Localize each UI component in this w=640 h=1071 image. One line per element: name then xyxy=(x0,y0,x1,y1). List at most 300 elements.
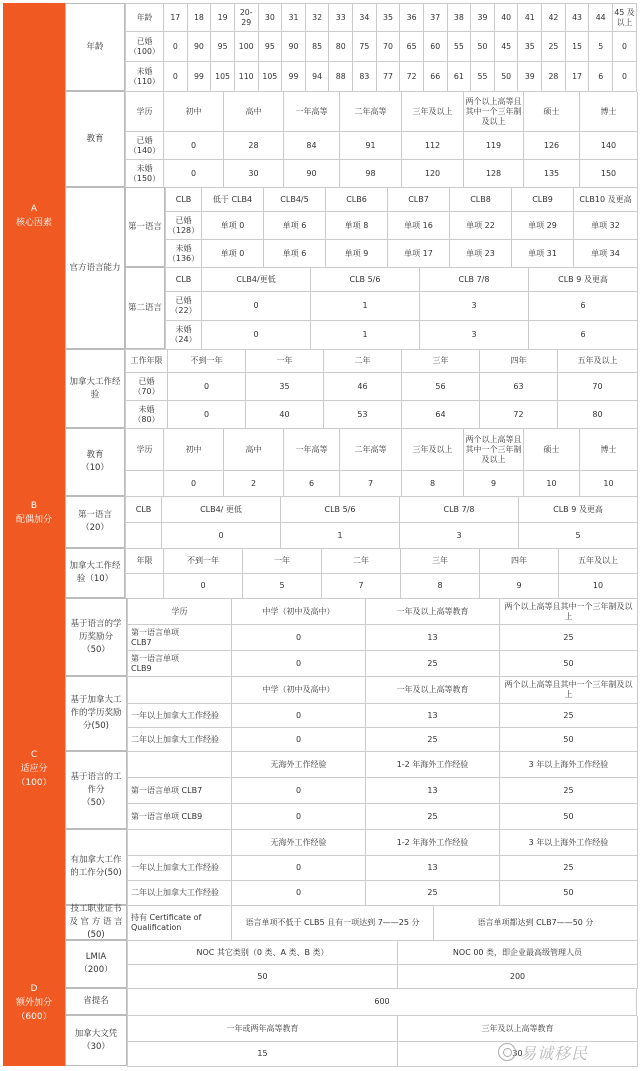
provincial-nomination-grid xyxy=(127,988,637,1016)
value-cell: 0 xyxy=(202,292,311,321)
header-cell: CLB xyxy=(166,268,202,292)
header-cell: 年龄 xyxy=(126,4,164,32)
value-cell: 99 xyxy=(282,62,306,92)
value-cell: 0 xyxy=(232,856,366,881)
value-cell: 7 xyxy=(340,471,402,497)
value-cell: 25 xyxy=(366,804,500,830)
value-cell: 90 xyxy=(282,32,306,62)
value-cell: 0 xyxy=(162,523,281,549)
header-cell: 43 xyxy=(566,4,590,32)
header-cell xyxy=(128,752,232,778)
lmia-label: LMIA （200） xyxy=(65,940,127,988)
canadian-work-bonus-label: 有加拿大工作 的工作分(50) xyxy=(65,829,127,905)
value-cell: 91 xyxy=(340,132,402,160)
value-cell: 50 xyxy=(500,728,638,752)
value-cell: 3 xyxy=(400,523,519,549)
value-cell: 50 xyxy=(495,62,519,92)
second-language-label: 第二语言 xyxy=(125,267,165,349)
value-cell: 39 xyxy=(518,62,542,92)
value-cell: 1 xyxy=(311,321,420,350)
canadian-work-grid xyxy=(125,349,637,429)
value-cell: 13 xyxy=(366,856,500,881)
header-cell xyxy=(128,830,232,856)
value-cell: 65 xyxy=(400,32,424,62)
header-cell: 40 xyxy=(495,4,519,32)
value-cell: 0 xyxy=(232,651,366,677)
header-cell: 32 xyxy=(306,4,330,32)
value-cell: 单项 0 xyxy=(202,240,264,268)
value-cell: 98 xyxy=(340,160,402,188)
spouse-work-grid xyxy=(125,548,637,599)
value-cell: 25 xyxy=(366,881,500,906)
section-c-points: （100） xyxy=(16,778,52,788)
value-cell: 99 xyxy=(188,62,212,92)
score-table xyxy=(3,3,637,1066)
header-cell: 二年高等 xyxy=(340,92,402,132)
header-cell: 44 xyxy=(589,4,613,32)
section-d-title: 额外加分 xyxy=(15,998,52,1008)
section-a-title: 核心因素 xyxy=(15,217,52,228)
header-cell: 二年高等 xyxy=(340,429,402,471)
value-cell: 77 xyxy=(377,62,401,92)
header-cell: CLB6 xyxy=(326,188,388,212)
header-cell: CLB 5/6 xyxy=(281,497,400,523)
row-label-cell: 已婚 （128） xyxy=(166,212,202,240)
value-cell: 单项 22 xyxy=(450,212,512,240)
section-b-letter: B xyxy=(30,501,38,511)
header-cell: 不到一年 xyxy=(164,549,243,574)
header-cell: 二年 xyxy=(322,549,401,574)
row-label-cell: 未婚 （24） xyxy=(166,321,202,350)
header-cell: 一年高等 xyxy=(284,92,340,132)
header-cell: 低于 CLB4 xyxy=(202,188,264,212)
header-cell: 两个以上高等且 其中一个三年制 及以上 xyxy=(464,429,524,471)
canadian-work-label: 加拿大工作经验 xyxy=(65,349,125,428)
education-label: 教育 xyxy=(65,91,125,187)
value-cell: 50 xyxy=(500,881,638,906)
value-cell: 30 xyxy=(224,160,284,188)
trade-cert-grid xyxy=(127,905,637,941)
value-cell: 13 xyxy=(366,778,500,804)
header-cell: 初中 xyxy=(164,92,224,132)
row-label-cell xyxy=(126,471,164,497)
header-cell: 五年及以上 xyxy=(558,350,638,373)
row-label-cell: 未婚 （136） xyxy=(166,240,202,268)
header-cell: CLB4/ 更低 xyxy=(162,497,281,523)
value-cell: 语言单项都达到 CLB7——50 分 xyxy=(434,906,638,941)
value-cell: 10 xyxy=(559,574,638,599)
provincial-nomination-value: 600 xyxy=(128,989,637,1016)
value-cell: 90 xyxy=(284,160,340,188)
value-cell: 63 xyxy=(480,373,558,401)
header-cell: 三年 xyxy=(401,549,480,574)
spouse-language-label: 第一语言 （20） xyxy=(65,496,125,548)
spouse-education-label: 教育 （10） xyxy=(65,428,125,496)
header-cell: 35 xyxy=(377,4,401,32)
official-language-label: 官方语言能力 xyxy=(65,187,125,349)
value-cell: 25 xyxy=(500,625,638,651)
row-label-cell: 一年以上加拿大工作经验 xyxy=(128,856,232,881)
value-cell: 70 xyxy=(558,373,638,401)
header-cell: 30 xyxy=(259,4,283,32)
header-cell: CLB10 及更高 xyxy=(574,188,638,212)
value-cell: 112 xyxy=(402,132,464,160)
value-cell: 83 xyxy=(353,62,377,92)
row-label-cell: 未婚 （110） xyxy=(126,62,164,92)
value-cell: 80 xyxy=(329,32,353,62)
value-cell: 25 xyxy=(542,32,566,62)
header-cell: 高中 xyxy=(224,92,284,132)
value-cell: 9 xyxy=(464,471,524,497)
row-label-cell: 已婚 （22） xyxy=(166,292,202,321)
spouse-language-grid xyxy=(125,496,637,549)
section-d xyxy=(3,940,65,1066)
value-cell: 单项 6 xyxy=(264,240,326,268)
header-cell: CLB 7/8 xyxy=(420,268,529,292)
header-cell: 34 xyxy=(353,4,377,32)
value-cell: 100 xyxy=(235,32,259,62)
value-cell: 105 xyxy=(259,62,283,92)
value-cell: 61 xyxy=(448,62,472,92)
value-cell: 25 xyxy=(500,704,638,728)
value-cell: 72 xyxy=(400,62,424,92)
section-a-letter: A xyxy=(30,203,38,214)
value-cell: 75 xyxy=(353,32,377,62)
value-cell: 5 xyxy=(589,32,613,62)
value-cell: 6 xyxy=(529,321,638,350)
header-cell: 中学（初中及高中） xyxy=(232,599,366,625)
value-cell: 50 xyxy=(500,804,638,830)
work-edu-bonus-grid xyxy=(127,676,637,752)
value-cell: 0 xyxy=(164,62,188,92)
row-label-cell: 已婚 （100） xyxy=(126,32,164,62)
lang-edu-bonus-label: 基于语言的学 历奖励分 （50） xyxy=(65,598,127,676)
header-cell: CLB7 xyxy=(388,188,450,212)
header-cell: 一年及以上高等教育 xyxy=(366,599,500,625)
header-cell: 36 xyxy=(400,4,424,32)
value-cell: 200 xyxy=(398,965,638,989)
header-cell: 博士 xyxy=(580,429,638,471)
value-cell: 单项 0 xyxy=(202,212,264,240)
value-cell: 13 xyxy=(366,704,500,728)
header-cell: 42 xyxy=(542,4,566,32)
header-cell: 1-2 年海外工作经验 xyxy=(366,830,500,856)
value-cell: 94 xyxy=(306,62,330,92)
value-cell: 80 xyxy=(558,401,638,429)
section-b xyxy=(3,428,65,598)
value-cell: 120 xyxy=(402,160,464,188)
lang-work-bonus-label: 基于语言的工 作分 （50） xyxy=(65,751,127,829)
value-cell: 126 xyxy=(524,132,580,160)
lmia-grid xyxy=(127,940,637,989)
row-label-cell: 一年以上加拿大工作经验 xyxy=(128,704,232,728)
value-cell: 35 xyxy=(518,32,542,62)
row-label-cell: 第一语言单项 CLB7 xyxy=(128,778,232,804)
section-b-title: 配偶加分 xyxy=(15,515,52,525)
header-cell: 38 xyxy=(448,4,472,32)
header-cell: 五年及以上 xyxy=(559,549,638,574)
value-cell: 9 xyxy=(480,574,559,599)
value-cell: 0 xyxy=(613,62,637,92)
spouse-education-grid xyxy=(125,428,637,497)
value-cell: 28 xyxy=(542,62,566,92)
spouse-work-label: 加拿大工作经 验（10） xyxy=(65,548,125,598)
first-language-grid xyxy=(165,187,637,268)
value-cell: 语言单项不低于 CLB5 且有一项达到 7——25 分 xyxy=(232,906,434,941)
header-cell: 无海外工作经验 xyxy=(232,752,366,778)
header-cell: 三年及以上 xyxy=(402,92,464,132)
section-c xyxy=(3,598,65,940)
value-cell: 95 xyxy=(259,32,283,62)
second-language-grid xyxy=(165,267,637,350)
header-cell: 两个以上高等且其中一个三年制及以 上 xyxy=(500,599,638,625)
header-cell: 18 xyxy=(188,4,212,32)
row-label-cell xyxy=(126,574,164,599)
lang-edu-bonus-grid xyxy=(127,598,637,677)
value-cell: 119 xyxy=(464,132,524,160)
value-cell: 0 xyxy=(168,373,246,401)
value-cell: 72 xyxy=(480,401,558,429)
header-cell: 初中 xyxy=(164,429,224,471)
row-label-cell: 已婚 （70） xyxy=(126,373,168,401)
value-cell: 持有 Certificate of Qualification xyxy=(128,906,232,941)
value-cell: 46 xyxy=(324,373,402,401)
value-cell: 105 xyxy=(211,62,235,92)
header-cell: 1-2 年海外工作经验 xyxy=(366,752,500,778)
age-label: 年龄 xyxy=(65,3,125,91)
header-cell: CLB 5/6 xyxy=(311,268,420,292)
value-cell: 30 xyxy=(398,1042,638,1067)
value-cell: 25 xyxy=(500,778,638,804)
value-cell: 6 xyxy=(284,471,340,497)
header-cell: CLB8 xyxy=(450,188,512,212)
row-label-cell: 第一语言单项 CLB9 xyxy=(128,804,232,830)
header-cell: 一年 xyxy=(243,549,322,574)
header-cell: 博士 xyxy=(580,92,638,132)
value-cell: 2 xyxy=(224,471,284,497)
value-cell: 3 xyxy=(420,321,529,350)
header-cell: CLB 7/8 xyxy=(400,497,519,523)
value-cell: 单项 34 xyxy=(574,240,638,268)
value-cell: 50 xyxy=(500,651,638,677)
value-cell: 单项 9 xyxy=(326,240,388,268)
canadian-diploma-label: 加拿大文凭 （30） xyxy=(65,1015,127,1066)
value-cell: 1 xyxy=(311,292,420,321)
row-label-cell: 二年以上加拿大工作经验 xyxy=(128,881,232,906)
value-cell: 40 xyxy=(246,401,324,429)
header-cell: 19 xyxy=(211,4,235,32)
row-label-cell: 50 xyxy=(128,965,398,989)
header-cell: 一年及以上高等教育 xyxy=(366,677,500,704)
section-c-title: 适应分 xyxy=(20,764,48,774)
header-cell: 年限 xyxy=(126,549,164,574)
header-cell: CLB9 xyxy=(512,188,574,212)
row-label-cell: 第一语言单项 CLB7 xyxy=(128,625,232,651)
value-cell: 单项 6 xyxy=(264,212,326,240)
section-c-letter: C xyxy=(30,750,38,760)
header-cell: 39 xyxy=(471,4,495,32)
header-cell: 一年或两年高等教育 xyxy=(128,1016,398,1042)
age-grid xyxy=(125,3,637,92)
value-cell: 0 xyxy=(232,704,366,728)
header-cell: 两个以上高等且其中一个三年制及以 上 xyxy=(500,677,638,704)
value-cell: 85 xyxy=(306,32,330,62)
first-language-label: 第一语言 xyxy=(125,187,165,267)
value-cell: 0 xyxy=(164,574,243,599)
header-cell: 高中 xyxy=(224,429,284,471)
lang-work-bonus-grid xyxy=(127,751,637,830)
value-cell: 25 xyxy=(366,651,500,677)
value-cell: 95 xyxy=(211,32,235,62)
value-cell: 单项 16 xyxy=(388,212,450,240)
header-cell: CLB xyxy=(126,497,162,523)
value-cell: 28 xyxy=(224,132,284,160)
value-cell: 140 xyxy=(580,132,638,160)
header-cell: 学历 xyxy=(128,599,232,625)
header-cell: 45 及 以上 xyxy=(613,4,637,32)
value-cell: 0 xyxy=(164,471,224,497)
value-cell: 0 xyxy=(164,160,224,188)
row-label-cell: 15 xyxy=(128,1042,398,1067)
row-label-cell: 未婚 （150） xyxy=(126,160,164,188)
header-cell: 两个以上高等且 其中一个三年制 及以上 xyxy=(464,92,524,132)
value-cell: 55 xyxy=(471,62,495,92)
value-cell: 6 xyxy=(589,62,613,92)
value-cell: 单项 29 xyxy=(512,212,574,240)
value-cell: 60 xyxy=(424,32,448,62)
provincial-nomination-label: 省提名 xyxy=(65,988,127,1015)
section-d-letter: D xyxy=(30,984,38,994)
value-cell: 10 xyxy=(524,471,580,497)
header-cell: 三年及以上 xyxy=(402,429,464,471)
header-cell: NOC 其它类别（0 类、A 类、B 类） xyxy=(128,941,398,965)
value-cell: 56 xyxy=(402,373,480,401)
header-cell: 3 年以上海外工作经验 xyxy=(500,830,638,856)
value-cell: 10 xyxy=(580,471,638,497)
value-cell: 3 xyxy=(420,292,529,321)
header-cell: 33 xyxy=(329,4,353,32)
canadian-work-bonus-grid xyxy=(127,829,637,906)
value-cell: 70 xyxy=(377,32,401,62)
header-cell: CLB4/更低 xyxy=(202,268,311,292)
header-cell: 硕士 xyxy=(524,92,580,132)
header-cell: 工作年限 xyxy=(126,350,168,373)
row-label-cell xyxy=(126,523,162,549)
header-cell: 20-29 xyxy=(235,4,259,32)
value-cell: 0 xyxy=(164,32,188,62)
value-cell: 25 xyxy=(500,856,638,881)
header-cell: CLB 9 及更高 xyxy=(519,497,638,523)
value-cell: 1 xyxy=(281,523,400,549)
trade-cert-label: 技工职业证书 及 官 方 语 言 (50) xyxy=(65,905,127,940)
section-d-points: （600） xyxy=(16,1012,52,1022)
value-cell: 0 xyxy=(164,132,224,160)
value-cell: 150 xyxy=(580,160,638,188)
header-cell: 三年 xyxy=(402,350,480,373)
work-edu-bonus-label: 基于加拿大工 作的学历奖励 分(50) xyxy=(65,676,127,751)
header-cell: 不到一年 xyxy=(168,350,246,373)
value-cell: 0 xyxy=(202,321,311,350)
value-cell: 8 xyxy=(402,471,464,497)
value-cell: 50 xyxy=(471,32,495,62)
value-cell: 单项 31 xyxy=(512,240,574,268)
value-cell: 单项 32 xyxy=(574,212,638,240)
value-cell: 15 xyxy=(566,32,590,62)
watermark xyxy=(498,1040,638,1064)
value-cell: 13 xyxy=(366,625,500,651)
header-cell: 3 年以上海外工作经验 xyxy=(500,752,638,778)
value-cell: 55 xyxy=(448,32,472,62)
education-grid xyxy=(125,91,637,188)
value-cell: 45 xyxy=(495,32,519,62)
value-cell: 5 xyxy=(519,523,638,549)
value-cell: 6 xyxy=(529,292,638,321)
section-a xyxy=(3,3,65,428)
header-cell: 二年 xyxy=(324,350,402,373)
header-cell: 学历 xyxy=(126,92,164,132)
value-cell: 128 xyxy=(464,160,524,188)
value-cell: 0 xyxy=(232,728,366,752)
header-cell: 无海外工作经验 xyxy=(232,830,366,856)
row-label-cell: 二年以上加拿大工作经验 xyxy=(128,728,232,752)
header-cell: 中学（初中及高中） xyxy=(232,677,366,704)
value-cell: 84 xyxy=(284,132,340,160)
value-cell: 0 xyxy=(232,804,366,830)
value-cell: 5 xyxy=(243,574,322,599)
header-cell: 37 xyxy=(424,4,448,32)
header-cell: CLB xyxy=(166,188,202,212)
wechat-icon xyxy=(498,1043,516,1061)
value-cell: 110 xyxy=(235,62,259,92)
header-cell: 硕士 xyxy=(524,429,580,471)
value-cell: 7 xyxy=(322,574,401,599)
header-cell: 一年高等 xyxy=(284,429,340,471)
header-cell: 学历 xyxy=(126,429,164,471)
value-cell: 单项 23 xyxy=(450,240,512,268)
value-cell: 35 xyxy=(246,373,324,401)
header-cell: 31 xyxy=(282,4,306,32)
value-cell: 0 xyxy=(232,881,366,906)
header-cell: 三年及以上高等教育 xyxy=(398,1016,638,1042)
value-cell: 64 xyxy=(402,401,480,429)
value-cell: 25 xyxy=(366,728,500,752)
value-cell: 53 xyxy=(324,401,402,429)
header-cell: CLB4/5 xyxy=(264,188,326,212)
value-cell: 66 xyxy=(424,62,448,92)
watermark-text: 易诚移民 xyxy=(520,1043,589,1063)
value-cell: 单项 17 xyxy=(388,240,450,268)
header-cell: CLB 9 及更高 xyxy=(529,268,638,292)
row-label-cell: 第一语言单项 CLB9 xyxy=(128,651,232,677)
row-label-cell: 未婚 （80） xyxy=(126,401,168,429)
value-cell: 17 xyxy=(566,62,590,92)
value-cell: 88 xyxy=(329,62,353,92)
header-cell xyxy=(128,677,232,704)
header-cell: 四年 xyxy=(480,549,559,574)
value-cell: 0 xyxy=(232,625,366,651)
value-cell: 8 xyxy=(401,574,480,599)
value-cell: 0 xyxy=(613,32,637,62)
value-cell: 单项 8 xyxy=(326,212,388,240)
value-cell: 0 xyxy=(168,401,246,429)
header-cell: 四年 xyxy=(480,350,558,373)
header-cell: 一年 xyxy=(246,350,324,373)
header-cell: 17 xyxy=(164,4,188,32)
value-cell: 0 xyxy=(232,778,366,804)
header-cell: NOC 00 类，即企业最高级管理人员 xyxy=(398,941,638,965)
row-label-cell: 已婚 （140） xyxy=(126,132,164,160)
header-cell: 41 xyxy=(518,4,542,32)
